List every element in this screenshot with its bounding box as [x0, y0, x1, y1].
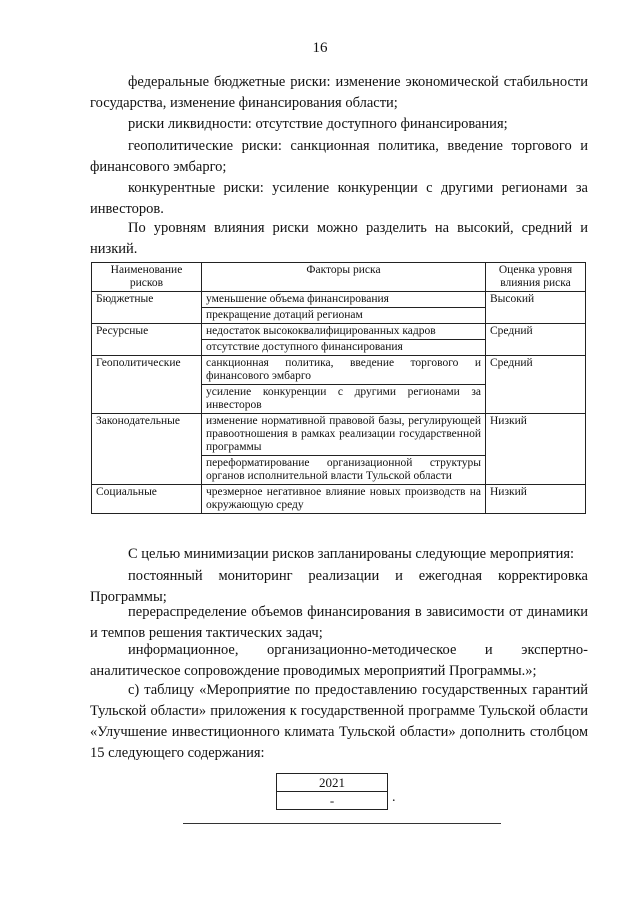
risk-name: Ресурсные [92, 324, 202, 356]
risk-factors [202, 356, 486, 414]
risk-factor: уменьшение объема финансирования [202, 292, 485, 308]
paragraph-risk-levels: По уровням влияния риски можно разделить на высокий, средний и низкий. [90, 220, 588, 257]
year-table-header-row [277, 774, 388, 792]
risk-factors [202, 324, 486, 356]
table-row [92, 292, 586, 324]
risk-level: Средний [486, 324, 586, 356]
year-table [276, 773, 388, 810]
risk-name: Законодательные [92, 414, 202, 485]
header-risk-level: Оценка уровня влияния риска [486, 263, 586, 292]
table-row [92, 414, 586, 485]
risk-factors [202, 414, 486, 485]
risk-table [91, 262, 586, 514]
paragraph-geopolitical-risks: геополитические риски: санкционная политика, введение торгового и финансового эмбарго; [90, 138, 588, 175]
risk-factor: недостаток высококвалифицированных кадров [202, 324, 485, 340]
risk-level: Низкий [486, 485, 586, 514]
paragraph-federal-risks: федеральные бюджетные риски: изменение экономической стабильности государства, изменение финансирования области; [90, 74, 588, 111]
risk-factor: чрезмерное негативное влияние новых производств на окружающую среду [206, 486, 481, 511]
risk-factor: усиление конкуренции с другими регионами за инвесторов [206, 386, 481, 411]
paragraph-table-amendment: с) таблицу «Мероприятие по предоставлению государственных гарантий Тульской области» приложения к государственной программе Тульской области «Улучшение инвестиционного климата Тульской области» дополнить столбцом 15 следующего содержания: [90, 682, 588, 761]
risk-table-header-row [92, 263, 586, 292]
separator-line [183, 823, 501, 824]
trailing-period: . [392, 790, 396, 805]
risk-factor: отсутствие доступного финансирования [206, 341, 403, 353]
risk-factors [202, 485, 486, 514]
paragraph-information-support: информационное, организационно-методическое и экспертно-аналитическое сопровождение проводимых мероприятий Программы.»; [90, 642, 588, 679]
paragraph-redistribution: перераспределение объемов финансирования в зависимости от динамики и темпов решения тактических задач; [90, 604, 588, 641]
year-header: 2021 [277, 774, 388, 792]
risk-factors [202, 292, 486, 324]
page-number: 16 [312, 40, 328, 56]
header-risk-name: Наименование рисков [92, 263, 202, 292]
year-table-value-row [277, 792, 388, 810]
table-row [92, 324, 586, 356]
risk-factor: прекращение дотаций регионам [206, 309, 363, 321]
paragraph-measures-intro: С целью минимизации рисков запланированы следующие мероприятия: [128, 546, 575, 562]
risk-level: Низкий [486, 414, 586, 485]
paragraph-monitoring: постоянный мониторинг реализации и ежегодная корректировка Программы; [90, 568, 588, 605]
paragraph-competitive-risks: конкурентные риски: усиление конкуренции с другими регионами за инвесторов. [90, 180, 588, 217]
table-row [92, 356, 586, 414]
risk-name: Бюджетные [92, 292, 202, 324]
risk-factor: изменение нормативной правовой базы, регулирующей правоотношения в рамках реализации государственной программы [202, 414, 485, 456]
header-risk-factors: Факторы риска [202, 263, 486, 292]
risk-level: Средний [486, 356, 586, 414]
paragraph-liquidity-risks: риски ликвидности: отсутствие доступного финансирования; [128, 116, 508, 132]
risk-name: Социальные [92, 485, 202, 514]
risk-factor: санкционная политика, введение торгового и финансового эмбарго [202, 356, 485, 385]
risk-level: Высокий [486, 292, 586, 324]
table-row [92, 485, 586, 514]
risk-factor: переформатирование организационной структуры органов исполнительной власти Тульской области [206, 457, 481, 482]
year-value: - [277, 792, 388, 810]
risk-name: Геополитические [92, 356, 202, 414]
